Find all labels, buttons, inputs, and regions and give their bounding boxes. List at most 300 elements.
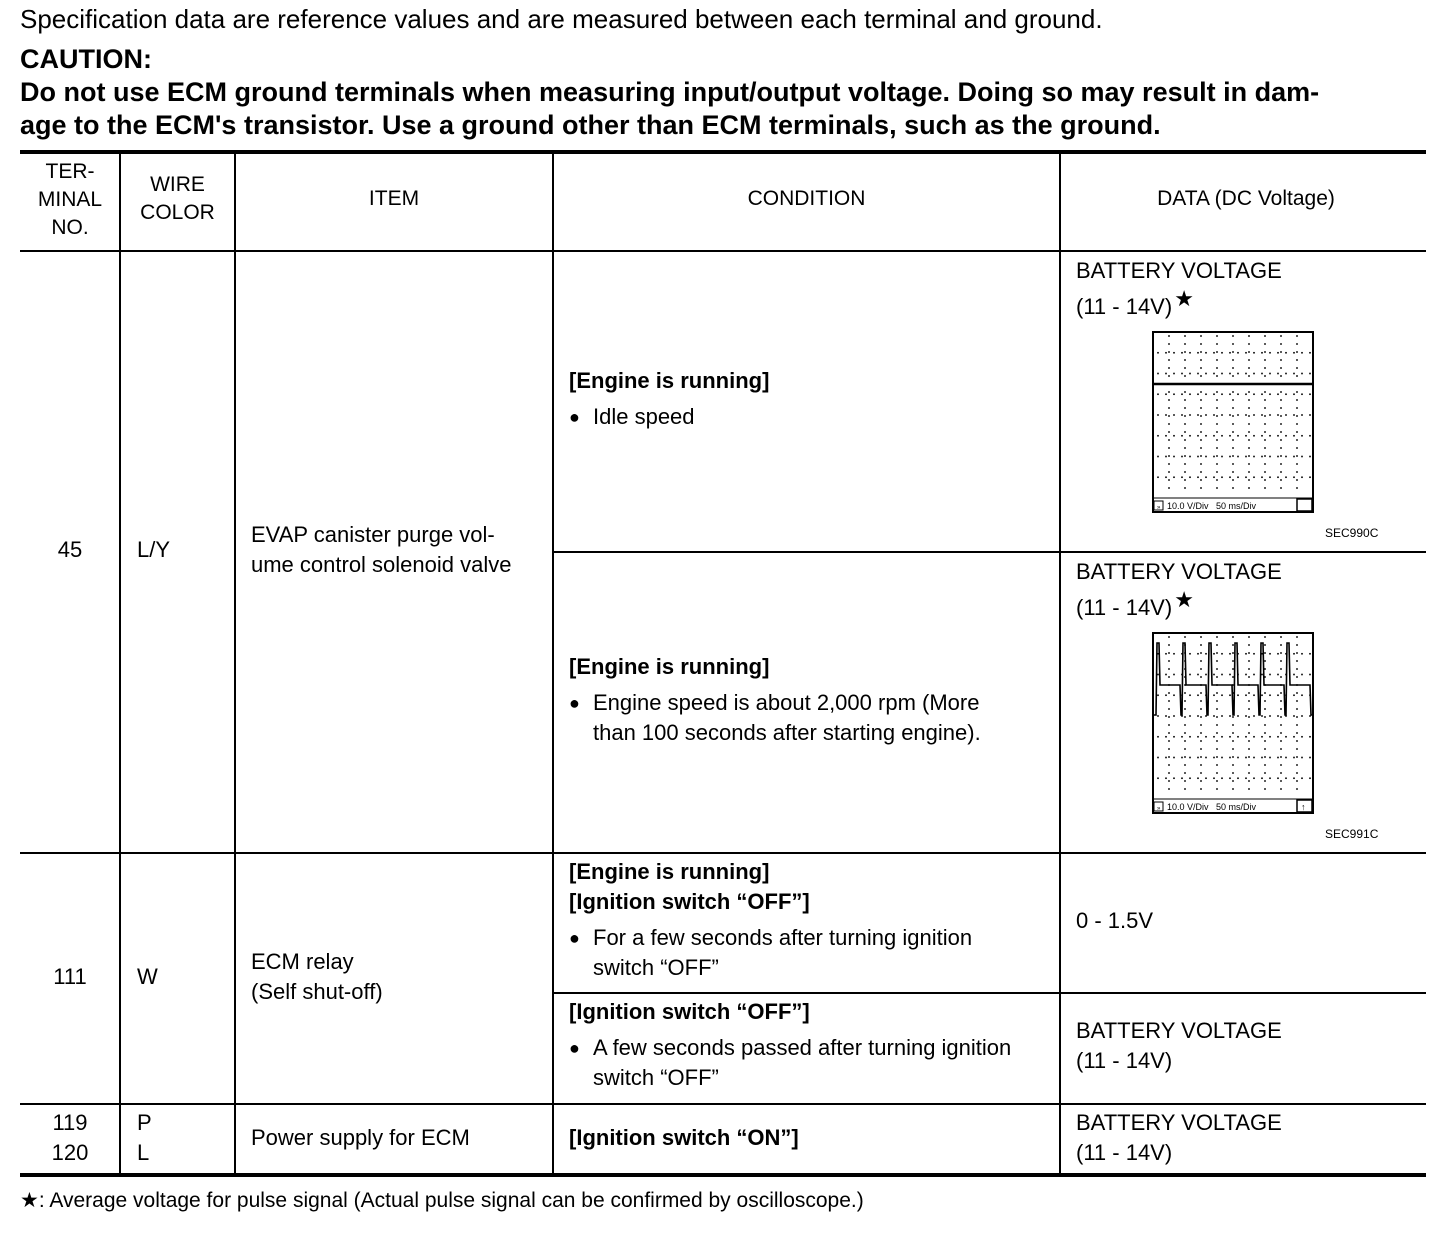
header-terminal-line: MINAL (37, 188, 103, 211)
grid-dot (1296, 780, 1298, 782)
grid-dot (1264, 391, 1266, 393)
grid-dot (1173, 777, 1175, 779)
bullet-line: Engine speed is about 2,000 rpm (More (593, 690, 980, 715)
grid-dot (1232, 391, 1234, 393)
grid-dot (1232, 756, 1234, 758)
grid-dot (1296, 644, 1298, 646)
grid-dot (1184, 439, 1186, 441)
grid-dot (1181, 736, 1183, 738)
row111-split-line (553, 992, 1426, 994)
grid-dot (1173, 674, 1175, 676)
grid-dot (1253, 373, 1255, 375)
grid-dot (1301, 674, 1303, 676)
data-line: 0 - 1.5V (1076, 908, 1154, 933)
grid-dot (1229, 373, 1231, 375)
bullet-icon: ● (569, 407, 580, 427)
grid-dot (1264, 740, 1266, 742)
grid-dot (1232, 399, 1234, 401)
grid-dot (1216, 431, 1218, 433)
grid-dot (1184, 636, 1186, 638)
grid-dot (1197, 393, 1199, 395)
grid-dot (1264, 351, 1266, 353)
grid-dot (1216, 415, 1218, 417)
data-line (1076, 286, 1416, 322)
grid-dot (1309, 653, 1311, 655)
grid-dot (1277, 777, 1279, 779)
grid-dot (1277, 414, 1279, 416)
grid-dot (1296, 439, 1298, 441)
bullet-line: Idle speed (593, 404, 695, 429)
grid-dot (1157, 736, 1159, 738)
grid-dot (1232, 439, 1234, 441)
grid-dot (1216, 399, 1218, 401)
grid-dot (1221, 456, 1223, 458)
header-wire-line: WIRE (150, 173, 205, 196)
grid-dot (1197, 352, 1199, 354)
grid-dot (1293, 757, 1295, 759)
scope-scale-label: 10.0 V/Div 50 ms/Div (1167, 501, 1257, 511)
grid-dot (1264, 463, 1266, 465)
grid-dot (1168, 439, 1170, 441)
grid-dot (1200, 479, 1202, 481)
figure-id: SEC990C (1325, 526, 1379, 540)
grid-dot (1181, 757, 1183, 759)
grid-dot (1221, 435, 1223, 437)
grid-dot (1296, 756, 1298, 758)
grid-dot (1245, 736, 1247, 738)
grid-dot (1165, 777, 1167, 779)
scope-corner-box (1297, 499, 1312, 511)
grid-dot (1184, 463, 1186, 465)
grid-dot (1168, 487, 1170, 489)
grid-dot (1229, 435, 1231, 437)
grid-dot (1285, 414, 1287, 416)
grid-dot (1216, 748, 1218, 750)
grid-dot (1301, 736, 1303, 738)
grid-dot (1264, 724, 1266, 726)
grid-dot (1232, 732, 1234, 734)
grid-dot (1216, 343, 1218, 345)
wire-line: P (137, 1110, 152, 1135)
grid-dot (1229, 674, 1231, 676)
grid-dot (1280, 463, 1282, 465)
header-item: ITEM (368, 187, 420, 210)
grid-dot (1248, 423, 1250, 425)
grid-dot (1264, 487, 1266, 489)
grid-dot (1232, 479, 1234, 481)
grid-dot (1181, 352, 1183, 354)
grid-dot (1168, 644, 1170, 646)
grid-dot (1277, 352, 1279, 354)
grid-dot (1184, 415, 1186, 417)
grid-dot (1293, 715, 1295, 717)
grid-dot (1277, 715, 1279, 717)
grid-dot (1269, 694, 1271, 696)
grid-dot (1232, 359, 1234, 361)
grid-dot (1264, 471, 1266, 473)
grid-dot (1293, 653, 1295, 655)
item-line: ume control solenoid valve (251, 552, 512, 577)
condition-heading: [Engine is running] (569, 654, 770, 679)
grid-dot (1253, 352, 1255, 354)
grid-dot (1296, 748, 1298, 750)
grid-dot (1248, 439, 1250, 441)
condition-text (569, 366, 1049, 432)
grid-dot (1216, 732, 1218, 734)
grid-dot (1205, 352, 1207, 354)
grid-dot (1221, 674, 1223, 676)
grid-dot (1296, 463, 1298, 465)
grid-dot (1237, 352, 1239, 354)
grid-dot (1168, 423, 1170, 425)
grid-dot (1245, 414, 1247, 416)
grid-dot (1248, 716, 1250, 718)
grid-dot (1237, 456, 1239, 458)
grid-dot (1216, 644, 1218, 646)
grid-dot (1213, 373, 1215, 375)
grid-dot (1309, 414, 1311, 416)
grid-dot (1216, 676, 1218, 678)
grid-dot (1264, 636, 1266, 638)
footnote-text: : Average voltage for pulse signal (Actual pulse signal can be confirmed by oscilloscope.) (38, 1189, 864, 1212)
grid-dot (1173, 435, 1175, 437)
grid-dot (1296, 652, 1298, 654)
grid-dot (1280, 708, 1282, 710)
grid-dot (1264, 732, 1266, 734)
grid-dot (1173, 715, 1175, 717)
terminal-line: 120 (51, 1140, 89, 1165)
grid-dot (1245, 352, 1247, 354)
grid-dot (1301, 435, 1303, 437)
condition-bullet (569, 923, 1049, 983)
grid-dot (1200, 399, 1202, 401)
grid-dot (1248, 636, 1250, 638)
grid-dot (1200, 740, 1202, 742)
grid-dot (1280, 343, 1282, 345)
grid-dot (1229, 757, 1231, 759)
condition-text (569, 857, 1049, 983)
header-wire-line: COLOR (140, 201, 215, 224)
grid-dot (1216, 479, 1218, 481)
grid-dot (1264, 692, 1266, 694)
grid-dot (1309, 456, 1311, 458)
grid-dot (1248, 479, 1250, 481)
grid-dot (1296, 636, 1298, 638)
grid-dot (1280, 732, 1282, 734)
grid-dot (1173, 736, 1175, 738)
grid-dot (1200, 343, 1202, 345)
grid-dot (1200, 487, 1202, 489)
grid-dot (1269, 414, 1271, 416)
grid-dot (1237, 715, 1239, 717)
grid-dot (1301, 653, 1303, 655)
table-top-rule (20, 150, 1426, 154)
grid-dot (1296, 692, 1298, 694)
grid-dot (1184, 479, 1186, 481)
grid-dot (1165, 736, 1167, 738)
figure-id: SEC991C (1325, 827, 1379, 841)
grid-dot (1173, 352, 1175, 354)
grid-dot (1280, 423, 1282, 425)
grid-dot (1216, 660, 1218, 662)
terminal-no: 45 (57, 537, 83, 562)
grid-dot (1197, 694, 1199, 696)
grid-dot (1168, 700, 1170, 702)
grid-dot (1248, 772, 1250, 774)
grid-dot (1293, 352, 1295, 354)
grid-dot (1264, 764, 1266, 766)
grid-dot (1189, 694, 1191, 696)
grid-dot (1205, 435, 1207, 437)
grid-dot (1280, 359, 1282, 361)
grid-dot (1232, 716, 1234, 718)
grid-dot (1293, 736, 1295, 738)
grid-dot (1168, 463, 1170, 465)
grid-dot (1296, 431, 1298, 433)
grid-dot (1280, 764, 1282, 766)
grid-dot (1253, 393, 1255, 395)
grid-dot (1200, 756, 1202, 758)
grid-dot (1237, 414, 1239, 416)
grid-dot (1232, 367, 1234, 369)
condition-text (569, 997, 1049, 1093)
grid-dot (1253, 715, 1255, 717)
grid-dot (1232, 724, 1234, 726)
grid-dot (1261, 757, 1263, 759)
grid-dot (1269, 653, 1271, 655)
grid-dot (1213, 694, 1215, 696)
grid-dot (1264, 756, 1266, 758)
data-line (1076, 587, 1416, 623)
grid-dot (1232, 423, 1234, 425)
grid-dot (1248, 463, 1250, 465)
grid-dot (1248, 335, 1250, 337)
grid-dot (1168, 676, 1170, 678)
grid-dot (1277, 373, 1279, 375)
grid-dot (1168, 652, 1170, 654)
grid-dot (1280, 479, 1282, 481)
grid-dot (1301, 694, 1303, 696)
grid-dot (1296, 732, 1298, 734)
grid-dot (1248, 780, 1250, 782)
grid-dot (1168, 375, 1170, 377)
data-line: BATTERY VOLTAGE (1076, 1018, 1282, 1043)
grid-dot (1216, 447, 1218, 449)
grid-dot (1237, 777, 1239, 779)
col-divider (119, 152, 121, 1174)
grid-dot (1184, 692, 1186, 694)
grid-dot (1277, 757, 1279, 759)
grid-dot (1157, 694, 1159, 696)
grid-dot (1280, 756, 1282, 758)
grid-dot (1248, 399, 1250, 401)
grid-dot (1245, 456, 1247, 458)
condition-heading: [Engine is running] (569, 368, 770, 393)
grid-dot (1200, 359, 1202, 361)
grid-dot (1165, 694, 1167, 696)
grid-dot (1261, 674, 1263, 676)
grid-dot (1296, 367, 1298, 369)
wire-color (137, 1108, 152, 1168)
wire-line: L (137, 1140, 150, 1165)
grid-dot (1248, 351, 1250, 353)
grid-dot (1232, 335, 1234, 337)
header-terminal-no (20, 158, 120, 242)
grid-dot (1205, 456, 1207, 458)
grid-dot (1248, 740, 1250, 742)
grid-dot (1168, 367, 1170, 369)
header-condition: CONDITION (747, 187, 866, 210)
grid-dot (1184, 455, 1186, 457)
condition-text (569, 1123, 1049, 1153)
grid-dot (1232, 455, 1234, 457)
grid-dot (1296, 740, 1298, 742)
grid-dot (1248, 788, 1250, 790)
grid-dot (1232, 471, 1234, 473)
grid-dot (1213, 777, 1215, 779)
grid-dot (1264, 415, 1266, 417)
grid-dot (1280, 740, 1282, 742)
grid-dot (1173, 393, 1175, 395)
grid-dot (1200, 764, 1202, 766)
grid-dot (1229, 777, 1231, 779)
grid-dot (1157, 393, 1159, 395)
data-range: (11 - 14V) (1076, 595, 1173, 620)
data-line: (11 - 14V) (1076, 1048, 1173, 1073)
grid-dot (1157, 715, 1159, 717)
grid-dot (1296, 668, 1298, 670)
grid-dot (1277, 393, 1279, 395)
grid-dot (1280, 644, 1282, 646)
grid-dot (1213, 435, 1215, 437)
grid-dot (1168, 780, 1170, 782)
grid-dot (1184, 788, 1186, 790)
grid-dot (1237, 694, 1239, 696)
grid-dot (1232, 788, 1234, 790)
grid-dot (1197, 653, 1199, 655)
grid-dot (1280, 788, 1282, 790)
grid-dot (1293, 456, 1295, 458)
grid-dot (1280, 748, 1282, 750)
caution-text (20, 76, 1430, 142)
grid-dot (1309, 674, 1311, 676)
grid-dot (1216, 740, 1218, 742)
grid-dot (1200, 724, 1202, 726)
grid-dot (1200, 439, 1202, 441)
grid-dot (1200, 471, 1202, 473)
bullet-text (593, 402, 1049, 432)
grid-dot (1200, 407, 1202, 409)
grid-dot (1168, 692, 1170, 694)
grid-dot (1269, 757, 1271, 759)
data-value (1076, 1016, 1416, 1076)
bullet-icon: ● (569, 928, 580, 948)
grid-dot (1200, 375, 1202, 377)
bullet-line: switch “OFF” (593, 1065, 719, 1090)
grid-dot (1168, 431, 1170, 433)
grid-dot (1197, 777, 1199, 779)
header-divider (20, 250, 1426, 252)
grid-dot (1216, 375, 1218, 377)
grid-dot (1248, 455, 1250, 457)
grid-dot (1232, 676, 1234, 678)
grid-dot (1296, 708, 1298, 710)
grid-dot (1248, 676, 1250, 678)
grid-dot (1248, 343, 1250, 345)
grid-dot (1280, 636, 1282, 638)
grid-dot (1261, 736, 1263, 738)
grid-dot (1309, 736, 1311, 738)
grid-dot (1168, 708, 1170, 710)
grid-dot (1296, 423, 1298, 425)
grid-dot (1165, 414, 1167, 416)
grid-dot (1280, 471, 1282, 473)
grid-dot (1309, 393, 1311, 395)
grid-dot (1309, 757, 1311, 759)
grid-dot (1157, 674, 1159, 676)
grid-dot (1264, 399, 1266, 401)
grid-dot (1157, 476, 1159, 478)
grid-dot (1248, 708, 1250, 710)
grid-dot (1237, 757, 1239, 759)
grid-dot (1296, 724, 1298, 726)
data-line: BATTERY VOLTAGE (1076, 258, 1282, 283)
grid-dot (1277, 694, 1279, 696)
grid-dot (1168, 359, 1170, 361)
grid-dot (1296, 788, 1298, 790)
grid-dot (1200, 668, 1202, 670)
grid-dot (1261, 715, 1263, 717)
grid-dot (1237, 736, 1239, 738)
grid-dot (1168, 471, 1170, 473)
grid-dot (1293, 373, 1295, 375)
grid-dot (1248, 660, 1250, 662)
grid-dot (1189, 414, 1191, 416)
grid-dot (1245, 373, 1247, 375)
grid-dot (1213, 653, 1215, 655)
grid-dot (1264, 700, 1266, 702)
grid-dot (1216, 335, 1218, 337)
grid-dot (1200, 788, 1202, 790)
grid-dot (1280, 716, 1282, 718)
grid-dot (1216, 391, 1218, 393)
grid-dot (1296, 335, 1298, 337)
grid-dot (1189, 777, 1191, 779)
grid-dot (1264, 660, 1266, 662)
bullet-line: For a few seconds after turning ignition (593, 925, 973, 950)
grid-dot (1296, 487, 1298, 489)
grid-dot (1181, 414, 1183, 416)
grid-dot (1184, 367, 1186, 369)
grid-dot (1168, 343, 1170, 345)
grid-dot (1296, 772, 1298, 774)
grid-dot (1200, 423, 1202, 425)
grid-dot (1216, 716, 1218, 718)
grid-dot (1189, 352, 1191, 354)
grid-dot (1264, 479, 1266, 481)
grid-dot (1216, 439, 1218, 441)
grid-dot (1261, 694, 1263, 696)
grid-dot (1261, 435, 1263, 437)
grid-dot (1232, 740, 1234, 742)
grid-dot (1200, 772, 1202, 774)
grid-dot (1296, 471, 1298, 473)
grid-dot (1296, 716, 1298, 718)
grid-dot (1277, 476, 1279, 478)
grid-dot (1213, 393, 1215, 395)
grid-dot (1165, 435, 1167, 437)
grid-dot (1181, 456, 1183, 458)
